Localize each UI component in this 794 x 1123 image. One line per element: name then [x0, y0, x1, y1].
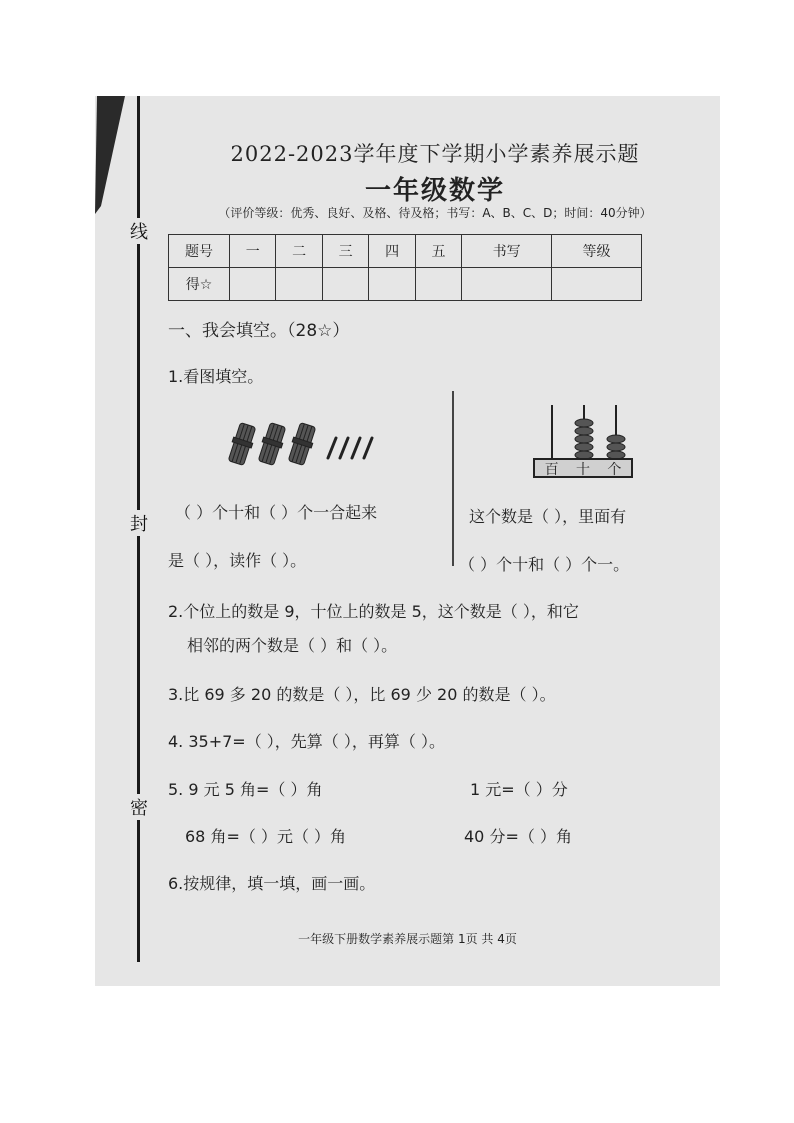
question-1-title: 1.看图填空。: [168, 367, 264, 386]
question-5-d: 40 分=（ ）角: [464, 827, 572, 846]
abacus-labels: [536, 459, 630, 479]
question-1-divider: [452, 391, 454, 566]
question-1-right-line-2: （ ）个十和（ ）个一。: [459, 555, 630, 574]
question-5-a: 5. 9 元 5 角=（ ）角: [168, 780, 323, 799]
score-header-cell: 四: [369, 235, 415, 268]
score-cell[interactable]: [415, 268, 461, 301]
binding-char-secret: 密: [127, 794, 151, 820]
score-header-cell: 题号: [169, 235, 230, 268]
question-5-c: 68 角=（ ）元（ ）角: [185, 827, 347, 846]
exam-title: 2022-2023学年度下学期小学素养展示题: [230, 142, 640, 166]
score-table-header-row: [169, 235, 642, 268]
score-table-score-row: [169, 268, 642, 301]
section-1-title: 一、我会填空。（28☆）: [168, 321, 350, 341]
subject-title: 一年级数学: [364, 176, 505, 206]
question-1-left-line-1: （ ）个十和（ ）个一合起来: [175, 503, 378, 522]
score-header-cell: 等级: [552, 235, 642, 268]
exam-subtitle: （评价等级：优秀、良好、及格、待及格；书写：A、B、C、D；时间：40分钟）: [218, 206, 652, 220]
score-header-cell: 书写: [462, 235, 552, 268]
score-cell[interactable]: [552, 268, 642, 301]
score-cell[interactable]: [322, 268, 368, 301]
score-cell[interactable]: [230, 268, 276, 301]
binding-char-seal: 封: [127, 510, 151, 536]
exam-paper: [95, 96, 720, 986]
question-2-line-1: 2.个位上的数是 9，十位上的数是 5，这个数是（ ），和它: [168, 602, 579, 621]
question-1-left-line-2: 是（ ），读作（ ）。: [168, 551, 307, 570]
score-header-cell: 一: [230, 235, 276, 268]
score-header-cell: 二: [276, 235, 322, 268]
abacus-label-tens: 十: [575, 462, 590, 478]
score-table: [168, 234, 642, 301]
page-footer: 一年级下册数学素养展示题第 1页 共 4页: [298, 932, 517, 946]
score-cell[interactable]: [369, 268, 415, 301]
abacus-label-ones: 个: [607, 462, 622, 478]
binding-char-line: 线: [127, 218, 151, 244]
fold-shadow: [95, 96, 135, 216]
score-header-cell: 五: [415, 235, 461, 268]
question-1-right-line-1: 这个数是（ ），里面有: [469, 507, 627, 526]
stick-bundles-icon: [228, 418, 388, 468]
question-3: 3.比 69 多 20 的数是（ ），比 69 少 20 的数是（ ）。: [168, 685, 556, 704]
score-header-cell: 三: [322, 235, 368, 268]
question-5-b: 1 元=（ ）分: [470, 780, 568, 799]
score-cell[interactable]: [462, 268, 552, 301]
score-row-label: 得☆: [169, 268, 230, 301]
question-4: 4. 35+7=（ ），先算（ ），再算（ ）。: [168, 732, 445, 751]
question-6: 6.按规律，填一填，画一画。: [168, 874, 376, 893]
score-cell[interactable]: [276, 268, 322, 301]
abacus-label-hundreds: 百: [544, 462, 559, 478]
question-2-line-2: 相邻的两个数是（ ）和（ ）。: [187, 636, 398, 655]
